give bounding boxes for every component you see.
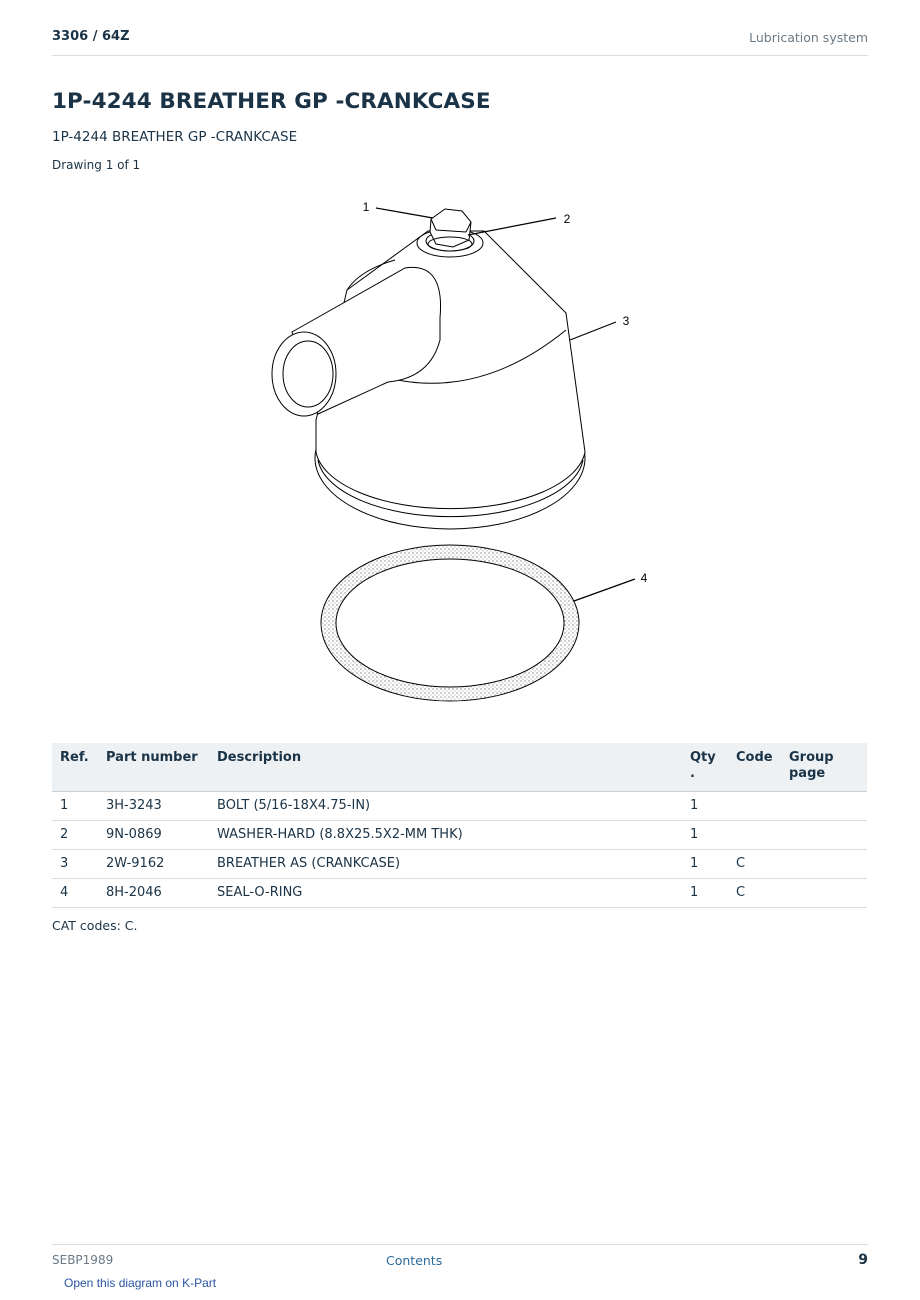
page-title: 1P-4244 BREATHER GP -CRANKCASE	[52, 89, 491, 114]
cell-description: BOLT (5/16-18X4.75-IN)	[209, 792, 682, 821]
footer-doc-id: SEBP1989	[52, 1253, 114, 1267]
open-kpart-link[interactable]: Open this diagram on K-Part	[64, 1276, 217, 1290]
cell-group-page	[781, 821, 867, 850]
drawing-label: Drawing 1 of 1	[52, 158, 141, 172]
callout-3: 3	[622, 314, 630, 328]
cell-code	[728, 821, 781, 850]
cell-qty: 1	[682, 879, 728, 908]
cell-code: C	[728, 879, 781, 908]
cell-description: SEAL-O-RING	[209, 879, 682, 908]
cell-code: C	[728, 850, 781, 879]
o-ring-drawing	[321, 545, 579, 701]
parts-table	[52, 743, 867, 908]
cell-ref: 1	[52, 792, 98, 821]
cell-ref: 4	[52, 879, 98, 908]
cell-description: BREATHER AS (CRANKCASE)	[209, 850, 682, 879]
cell-group-page	[781, 879, 867, 908]
callout-2: 2	[563, 212, 571, 226]
callout-1: 1	[362, 200, 370, 214]
col-header-part-number: Part number	[98, 743, 209, 792]
group-header-line2: page	[789, 766, 826, 781]
cell-group-page	[781, 850, 867, 879]
table-header-row	[52, 743, 867, 792]
cell-part-number: 8H-2046	[98, 879, 209, 908]
col-header-group-page	[781, 743, 867, 792]
breather-housing-drawing	[272, 209, 585, 529]
table-row	[52, 850, 867, 879]
cell-code	[728, 792, 781, 821]
cell-ref: 2	[52, 821, 98, 850]
footer-divider	[52, 1244, 868, 1246]
col-header-qty	[682, 743, 728, 792]
cat-codes-note: CAT codes: C.	[52, 918, 138, 933]
cell-qty: 1	[682, 850, 728, 879]
col-header-description: Description	[209, 743, 682, 792]
section-label: Lubrication system	[749, 30, 868, 45]
page-number: 9	[858, 1252, 868, 1268]
contents-link[interactable]: Contents	[386, 1253, 443, 1268]
qty-header-line2: .	[690, 766, 695, 781]
parts-diagram	[0, 190, 920, 720]
callout-4: 4	[640, 571, 648, 585]
table-row	[52, 821, 867, 850]
cell-part-number: 2W-9162	[98, 850, 209, 879]
cell-part-number: 3H-3243	[98, 792, 209, 821]
cell-qty: 1	[682, 821, 728, 850]
cell-part-number: 9N-0869	[98, 821, 209, 850]
cell-description: WASHER-HARD (8.8X25.5X2-MM THK)	[209, 821, 682, 850]
model-label: 3306 / 64Z	[52, 29, 130, 44]
table-row	[52, 879, 867, 908]
cell-ref: 3	[52, 850, 98, 879]
cell-group-page	[781, 792, 867, 821]
col-header-ref: Ref.	[52, 743, 98, 792]
page-subtitle: 1P-4244 BREATHER GP -CRANKCASE	[52, 129, 298, 145]
table-row	[52, 792, 867, 821]
page-header	[52, 28, 868, 56]
qty-header-line1: Qty	[690, 750, 716, 765]
col-header-code: Code	[728, 743, 781, 792]
cell-qty: 1	[682, 792, 728, 821]
group-header-line1: Group	[789, 750, 834, 765]
